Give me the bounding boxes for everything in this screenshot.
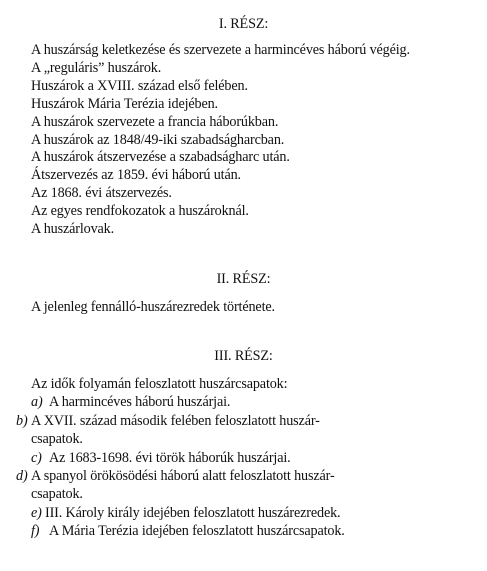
part1-item: Az 1868. évi átszervezés. <box>31 185 172 202</box>
entry-text: A harmincéves háború huszárjai. <box>49 394 231 411</box>
part1-item: A huszárság keletkezése és szervezete a harmincéves háború végéig. <box>31 42 410 58</box>
entry-text: Az 1683-1698. évi török háborúk huszárjai. <box>49 449 291 466</box>
part3-entry-d <box>16 467 345 485</box>
part1-item: A huszárlovak. <box>31 221 115 238</box>
entry-letter: e) <box>31 504 42 521</box>
part3-list <box>16 375 345 541</box>
entry-text: A XVII. század második felében feloszlatott huszár- <box>31 412 320 429</box>
entry-letter: d) <box>16 468 28 485</box>
entry-letter: c) <box>31 449 42 466</box>
part3-intro: Az idők folyamán feloszlatott huszárcsapatok: <box>31 376 288 392</box>
part3-entry-b <box>16 412 345 430</box>
entry-letter: a) <box>31 394 43 411</box>
entry-text: A Mária Terézia idejében feloszlatott huszárcsapatok. <box>49 523 345 540</box>
entry-text: A spanyol örökösödési háború alatt feloszlatott huszár- <box>31 468 335 485</box>
part1-item: A huszárok szervezete a francia háborúkban. <box>31 113 279 130</box>
part1-item: Átszervezés az 1859. évi háború után. <box>31 167 241 184</box>
part2-heading: II. RÉSZ: <box>216 271 271 287</box>
entry-text: III. Károly király idejében feloszlatott huszárezredek. <box>45 504 341 521</box>
part1-list <box>31 42 410 239</box>
part3-entry-b-continuation: csapatok. <box>31 431 83 448</box>
part1-item: A huszárok átszervezése a szabadságharc után. <box>31 149 290 166</box>
part1-item: Huszárok a XVIII. század első felében. <box>31 77 248 94</box>
part3-entry-f <box>16 522 345 540</box>
part3-heading: III. RÉSZ: <box>214 348 273 364</box>
part1-heading: I. RÉSZ: <box>218 16 269 32</box>
part3-entry-c <box>16 449 345 467</box>
entry-letter: b) <box>16 412 28 429</box>
part1-item: A huszárok az 1848/49-iki szabadságharcban. <box>31 131 285 148</box>
part1-item: Huszárok Mária Terézia idejében. <box>31 95 218 112</box>
entry-letter: f) <box>31 523 40 540</box>
part3-entry-e <box>16 504 345 522</box>
part3-entry-a <box>16 393 345 411</box>
part1-item: A „reguláris” huszárok. <box>31 59 162 76</box>
part2-list <box>31 299 275 317</box>
part1-item: Az egyes rendfokozatok a huszároknál. <box>31 203 249 220</box>
part3-entry-d-continuation: csapatok. <box>31 486 83 503</box>
part2-item: A jelenleg fennálló-huszárezredek története. <box>31 299 275 315</box>
